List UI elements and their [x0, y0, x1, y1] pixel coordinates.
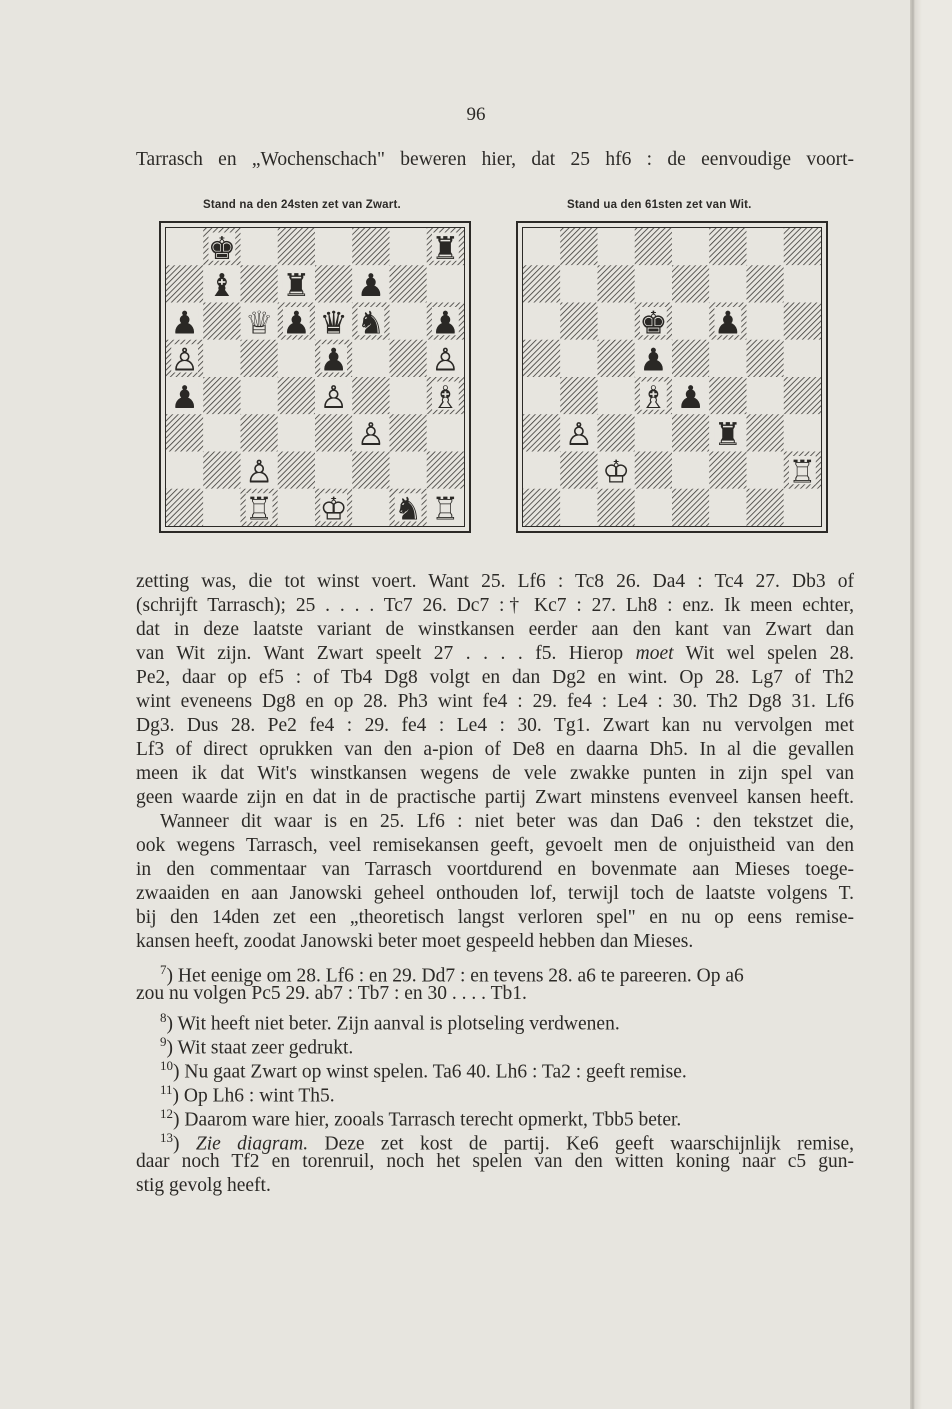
note-number: 9	[160, 1034, 167, 1049]
light-square	[747, 228, 784, 265]
white-pawn-icon: ♙	[170, 342, 199, 379]
note-text: Wit heeft niet beter. Zijn aanval is plotseling verdwenen.	[177, 1013, 620, 1035]
note-7: $^7$) Het eenige om 28. Lf6 : en 29. Dd7 : en tevens 28. a6 te pareeren. Op a6	[160, 962, 744, 987]
dark-square	[784, 377, 821, 414]
dark-square	[352, 228, 389, 265]
dark-square	[352, 377, 389, 414]
dark-square	[523, 489, 560, 526]
light-square	[203, 340, 240, 377]
text-span: van Wit zijn. Want Zwart speelt 27 . . . . f5. Hierop	[136, 643, 624, 664]
note-number: 12	[160, 1106, 173, 1121]
light-square	[278, 489, 315, 526]
black-pawn-icon: ♟	[170, 379, 199, 416]
light-square	[352, 489, 389, 526]
white-rook-icon: ♖	[431, 491, 460, 526]
black-pawn-icon: ♟	[713, 305, 742, 342]
text-line: bij den 14den zet een „theoretisch langst verloren spel" en nu op eens remise-	[136, 907, 854, 928]
light-square	[709, 489, 746, 526]
white-king-icon: ♔	[319, 491, 348, 526]
chessboard-left	[166, 228, 464, 526]
dark-square	[672, 340, 709, 377]
note-number: 11	[160, 1082, 173, 1097]
light-square	[166, 228, 203, 265]
dark-square	[598, 340, 635, 377]
white-pawn-icon: ♙	[564, 417, 593, 454]
text-line: in den commentaar van Tarrasch voortdurend en bovenmate aan Mieses toege-	[136, 859, 854, 880]
light-square	[672, 228, 709, 265]
white-queen-icon: ♕	[245, 305, 274, 342]
note-number: 7	[160, 962, 167, 977]
white-pawn-icon: ♙	[319, 379, 348, 416]
black-pawn-icon: ♟	[639, 342, 668, 379]
text-line: ook wegens Tarrasch, veel remisekansen geeft, gevoelt men de onjuistheid van den	[136, 835, 854, 856]
black-rook-icon: ♜	[282, 268, 311, 305]
light-square	[784, 265, 821, 302]
white-pawn-icon: ♙	[245, 454, 274, 491]
light-square	[278, 340, 315, 377]
dark-square	[315, 414, 352, 451]
light-square	[427, 265, 464, 302]
note-text: Nu gaat Zwart op winst spelen. Ta6 40. Lh6 : Ta2 : geeft remise.	[184, 1061, 687, 1083]
light-square	[784, 340, 821, 377]
dark-square	[166, 265, 203, 302]
white-bishop-icon: ♗	[431, 379, 460, 416]
note-number: 10	[160, 1058, 173, 1073]
black-king-icon: ♚	[207, 230, 236, 267]
note-text: Het eenige om 28. Lf6 : en 29. Dd7 : en tevens 28. a6 te pareeren. Op a6	[177, 965, 744, 987]
black-pawn-icon: ♟	[282, 305, 311, 342]
dark-square	[390, 414, 427, 451]
note-text: Wit staat zeer gedrukt.	[177, 1037, 354, 1059]
note-number: 8	[160, 1010, 167, 1025]
text-line	[136, 642, 854, 666]
note-7-cont: zou nu volgen Pc5 29. ab7 : Tb7 : en 30 . . . . Tb1.	[136, 983, 527, 1004]
black-pawn-icon: ♟	[356, 268, 385, 305]
text-line: Pe2, daar op ef5 : of Tb4 Dg8 volgt en dan Dg2 en wint. Op 28. Lg7 of Th2	[136, 667, 854, 688]
black-pawn-icon: ♟	[319, 342, 348, 379]
light-square	[560, 489, 597, 526]
light-square	[598, 377, 635, 414]
dark-square	[672, 265, 709, 302]
light-square	[203, 414, 240, 451]
dark-square	[166, 489, 203, 526]
dark-square	[278, 452, 315, 489]
black-queen-icon: ♛	[319, 305, 348, 342]
light-square	[747, 377, 784, 414]
note-11: $^{11}$) Op Lh6 : wint Th5.	[160, 1082, 335, 1107]
dark-square	[560, 303, 597, 340]
black-rook-icon: ♜	[713, 417, 742, 454]
black-knight-icon: ♞	[394, 491, 423, 526]
light-square	[427, 414, 464, 451]
text-line: Dg3. Dus 28. Pe2 fe4 : 29. fe4 : Le4 : 30. Tg1. Zwart kan nu vervolgen met	[136, 715, 854, 736]
chess-diagram-left	[159, 221, 471, 533]
light-square	[709, 340, 746, 377]
dark-square	[784, 228, 821, 265]
text-span: Wit wel spelen 28.	[685, 643, 854, 664]
black-pawn-icon: ♟	[170, 305, 199, 342]
light-square	[523, 228, 560, 265]
dark-square	[747, 340, 784, 377]
text-line: Lf3 of direct oprukken van den a-pion of De8 en daarna Dh5. In al die gevallen	[136, 739, 854, 760]
light-square	[635, 265, 672, 302]
black-pawn-icon: ♟	[676, 379, 705, 416]
diagram-right-caption: Stand ua den 61sten zet van Wit.	[567, 199, 752, 211]
page-edge	[910, 0, 952, 1409]
text-line: zetting was, die tot winst voert. Want 25. Lf6 : Tc8 26. Da4 : Tc4 27. Db3 of	[136, 571, 854, 592]
black-king-icon: ♚	[639, 305, 668, 342]
light-square	[241, 377, 278, 414]
note-13-cont: stig gevolg heeft.	[136, 1175, 271, 1196]
white-rook-icon: ♖	[245, 491, 274, 526]
dark-square	[241, 340, 278, 377]
text-line: Wanneer dit waar is en 25. Lf6 : niet beter was dan Da6 : den tekstzet die,	[160, 811, 854, 832]
light-square	[241, 228, 278, 265]
dark-square	[278, 228, 315, 265]
text-line: geen waarde zijn en dat in de practische partij Zwart minstens evenveel kansen heeft.	[136, 787, 854, 808]
light-square	[315, 228, 352, 265]
dark-square	[709, 452, 746, 489]
chessboard-right	[523, 228, 821, 526]
black-pawn-icon: ♟	[431, 305, 460, 342]
light-square	[560, 265, 597, 302]
dark-square	[672, 489, 709, 526]
white-pawn-icon: ♙	[431, 342, 460, 379]
light-square	[390, 452, 427, 489]
note-9: $^9$) Wit staat zeer gedrukt.	[160, 1034, 354, 1059]
dark-square	[598, 265, 635, 302]
note-number: 13	[160, 1130, 173, 1145]
dark-square	[709, 377, 746, 414]
white-king-icon: ♔	[602, 454, 631, 491]
light-square	[390, 303, 427, 340]
dark-square	[598, 414, 635, 451]
light-square	[635, 414, 672, 451]
dark-square	[315, 265, 352, 302]
dark-square	[560, 452, 597, 489]
light-square	[523, 452, 560, 489]
light-square	[523, 303, 560, 340]
note-12: $^{12}$) Daarom ware hier, zooals Tarrasch terecht opmerkt, Tbb5 beter.	[160, 1106, 682, 1131]
light-square	[278, 414, 315, 451]
italic-word: moet	[635, 643, 674, 664]
light-square	[390, 228, 427, 265]
dark-square	[203, 452, 240, 489]
dark-square	[166, 414, 203, 451]
text-line: kansen heeft, zoodat Janowski beter moet gespeeld hebben dan Mieses.	[136, 931, 694, 952]
dark-square	[709, 228, 746, 265]
light-square	[709, 265, 746, 302]
note-13-cont: daar noch Tf2 en torenruil, noch het spelen van den witten koning naar c5 gun-	[136, 1151, 854, 1172]
dark-square	[278, 377, 315, 414]
text-line: meen ik dat Wit's winstkansen wegens de vele zwakke punten in zijn spel van	[136, 763, 854, 784]
light-square	[672, 452, 709, 489]
note-text: Deze zet kost de partij. Ke6 geeft waarschijnlijk remise,	[324, 1133, 854, 1155]
dark-square	[523, 340, 560, 377]
dark-square	[523, 414, 560, 451]
light-square	[747, 452, 784, 489]
light-square	[203, 489, 240, 526]
dark-square	[427, 452, 464, 489]
note-8: $^8$) Wit heeft niet beter. Zijn aanval is plotseling verdwenen.	[160, 1010, 620, 1035]
dark-square	[747, 489, 784, 526]
dark-square	[390, 340, 427, 377]
dark-square	[241, 265, 278, 302]
text-line: dat in deze laatste variant de winstkansen eerder aan den kant van Zwart dan	[136, 619, 854, 640]
dark-square	[747, 265, 784, 302]
dark-square	[784, 303, 821, 340]
note-italic: Zie diagram.	[195, 1133, 309, 1155]
text-line: wint eveneens Dg8 en op 28. Ph3 wint fe4 : 29. fe4 : Le4 : 30. Th2 Dg8 31. Lf6	[136, 691, 854, 712]
dark-square	[390, 265, 427, 302]
light-square	[784, 489, 821, 526]
light-square	[747, 303, 784, 340]
note-13: $^{13}$) Zie diagram. Deze zet kost de partij. Ke6 geeft waarschijnlijk remise,	[160, 1130, 854, 1155]
light-square	[784, 414, 821, 451]
light-square	[315, 452, 352, 489]
light-square	[598, 228, 635, 265]
dark-square	[560, 228, 597, 265]
dark-square	[598, 489, 635, 526]
light-square	[672, 303, 709, 340]
black-rook-icon: ♜	[431, 230, 460, 267]
dark-square	[523, 265, 560, 302]
black-knight-icon: ♞	[356, 305, 385, 342]
light-square	[166, 452, 203, 489]
dark-square	[747, 414, 784, 451]
light-square	[390, 377, 427, 414]
light-square	[523, 377, 560, 414]
dark-square	[635, 452, 672, 489]
text-line: (schrijft Tarrasch); 25 . . . . Tc7 26. Dc7 :† Kc7 : 27. Lh8 : enz. Ik meen echter,	[136, 595, 854, 616]
dark-square	[203, 303, 240, 340]
white-bishop-icon: ♗	[639, 379, 668, 416]
dark-square	[241, 414, 278, 451]
dark-square	[672, 414, 709, 451]
text-line: zwaaiden en aan Janowski geheel onthouden lof, terwijl toch de laatste volgens T.	[136, 883, 854, 904]
white-pawn-icon: ♙	[356, 417, 385, 454]
dark-square	[203, 377, 240, 414]
note-text: Op Lh6 : wint Th5.	[183, 1085, 335, 1107]
black-bishop-icon: ♝	[207, 268, 236, 305]
dark-square	[560, 377, 597, 414]
intro-line: Tarrasch en „Wochenschach" beweren hier, dat 25 hf6 : de eenvoudige voort-	[136, 149, 854, 170]
light-square	[352, 340, 389, 377]
light-square	[560, 340, 597, 377]
white-rook-icon: ♖	[788, 454, 817, 491]
note-10: $^{10}$) Nu gaat Zwart op winst spelen. Ta6 40. Lh6 : Ta2 : geeft remise.	[160, 1058, 687, 1083]
light-square	[635, 489, 672, 526]
chess-diagram-right	[516, 221, 828, 533]
page-number: 96	[466, 104, 486, 125]
note-text: Daarom ware hier, zooals Tarrasch terecht opmerkt, Tbb5 beter.	[184, 1109, 682, 1131]
dark-square	[635, 228, 672, 265]
light-square	[598, 303, 635, 340]
diagram-left-caption: Stand na den 24sten zet van Zwart.	[203, 199, 401, 211]
dark-square	[352, 452, 389, 489]
